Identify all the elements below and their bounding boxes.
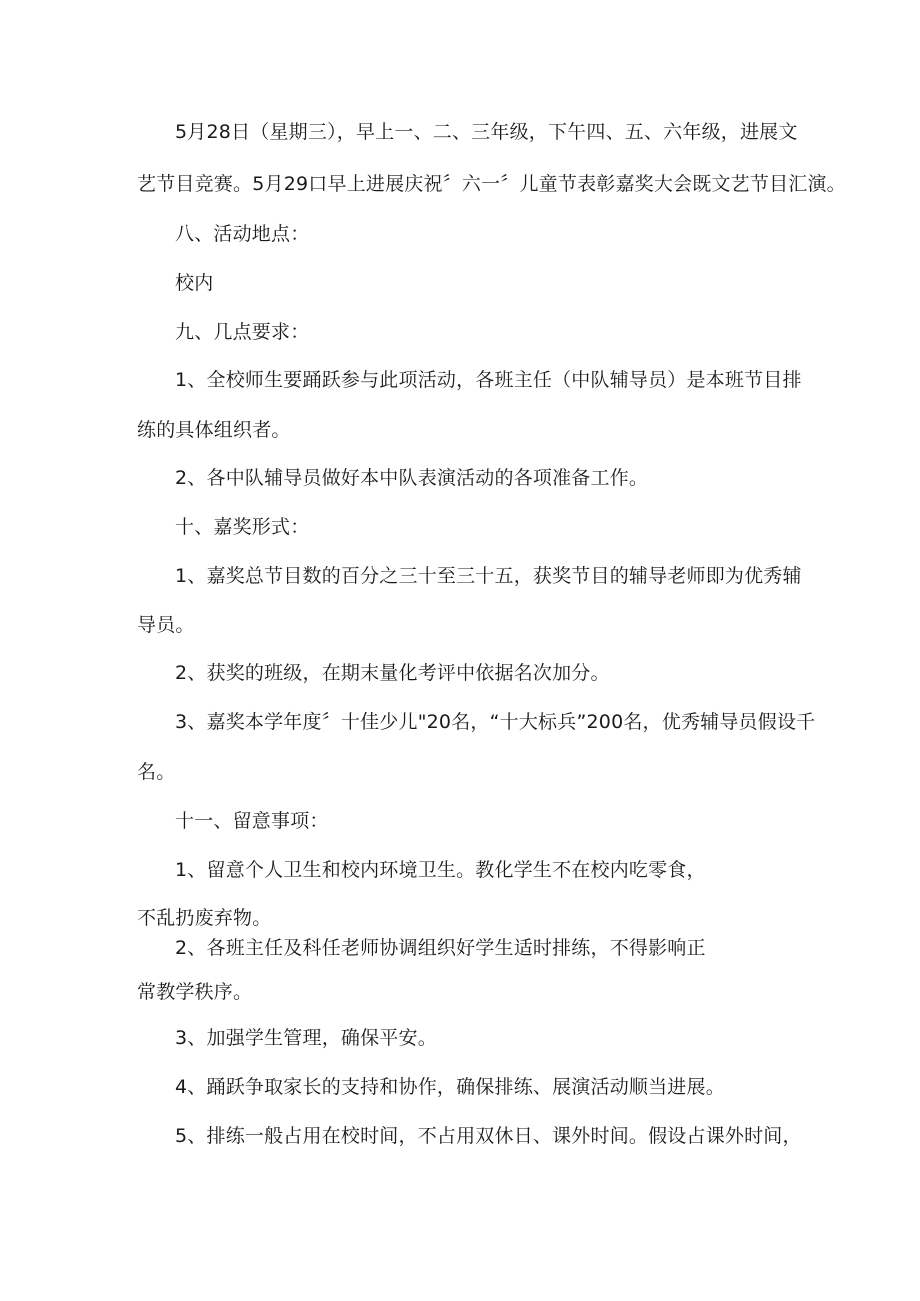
paragraph-line: 名。 xyxy=(137,761,176,783)
paragraph-line: 1、留意个人卫生和校内环境卫生。教化学生不在校内吃零食， xyxy=(175,859,706,881)
section-heading: 九、几点要求： xyxy=(175,321,310,343)
paragraph-line: 3、嘉奖本学年度〞十佳少儿"20名，“十大标兵”200名，优秀辅导员假设千 xyxy=(175,711,816,733)
paragraph-line: 不乱扔废弃物。 xyxy=(137,907,272,929)
paragraph-line: 2、各班主任及科任老师协调组织好学生适时排练，不得影响正 xyxy=(175,937,706,959)
paragraph-line: 2、各中队辅导员做好本中队表演活动的各项准备工作。 xyxy=(175,467,649,489)
paragraph-line: 4、踊跃争取家长的支持和协作，确保排练、展演活动顺当进展。 xyxy=(175,1076,725,1098)
paragraph-line: 5、排练一般占用在校时间，不占用双休日、课外时间。假设占课外时间， xyxy=(175,1125,802,1147)
paragraph-line: 1、全校师生要踊跃参与此项活动，各班主任（中队辅导员）是本班节目排 xyxy=(175,369,802,391)
paragraph-line: 3、加强学生管理，确保平安。 xyxy=(175,1027,437,1049)
paragraph-line: 艺节目竞赛。5月29口早上进展庆祝〞六一〞儿童节表彰嘉奖大会既文艺节目汇演。 xyxy=(137,173,846,195)
section-heading: 十一、留意事项： xyxy=(175,810,329,832)
paragraph-line: 校内 xyxy=(175,272,214,294)
paragraph-line: 导员。 xyxy=(137,614,195,636)
section-heading: 八、活动地点： xyxy=(175,223,310,245)
section-heading: 十、嘉奖形式： xyxy=(175,516,310,538)
paragraph-line: 5月28日（星期三），早上一、二、三年级，下午四、五、六年级，进展文 xyxy=(175,121,798,143)
paragraph-line: 1、嘉奖总节目数的百分之三十至三十五，获奖节目的辅导老师即为优秀辅 xyxy=(175,565,802,587)
paragraph-line: 常教学秩序。 xyxy=(137,981,253,1003)
paragraph-line: 练的具体组织者。 xyxy=(137,419,291,441)
paragraph-line: 2、获奖的班级，在期末量化考评中依据名次加分。 xyxy=(175,662,610,684)
